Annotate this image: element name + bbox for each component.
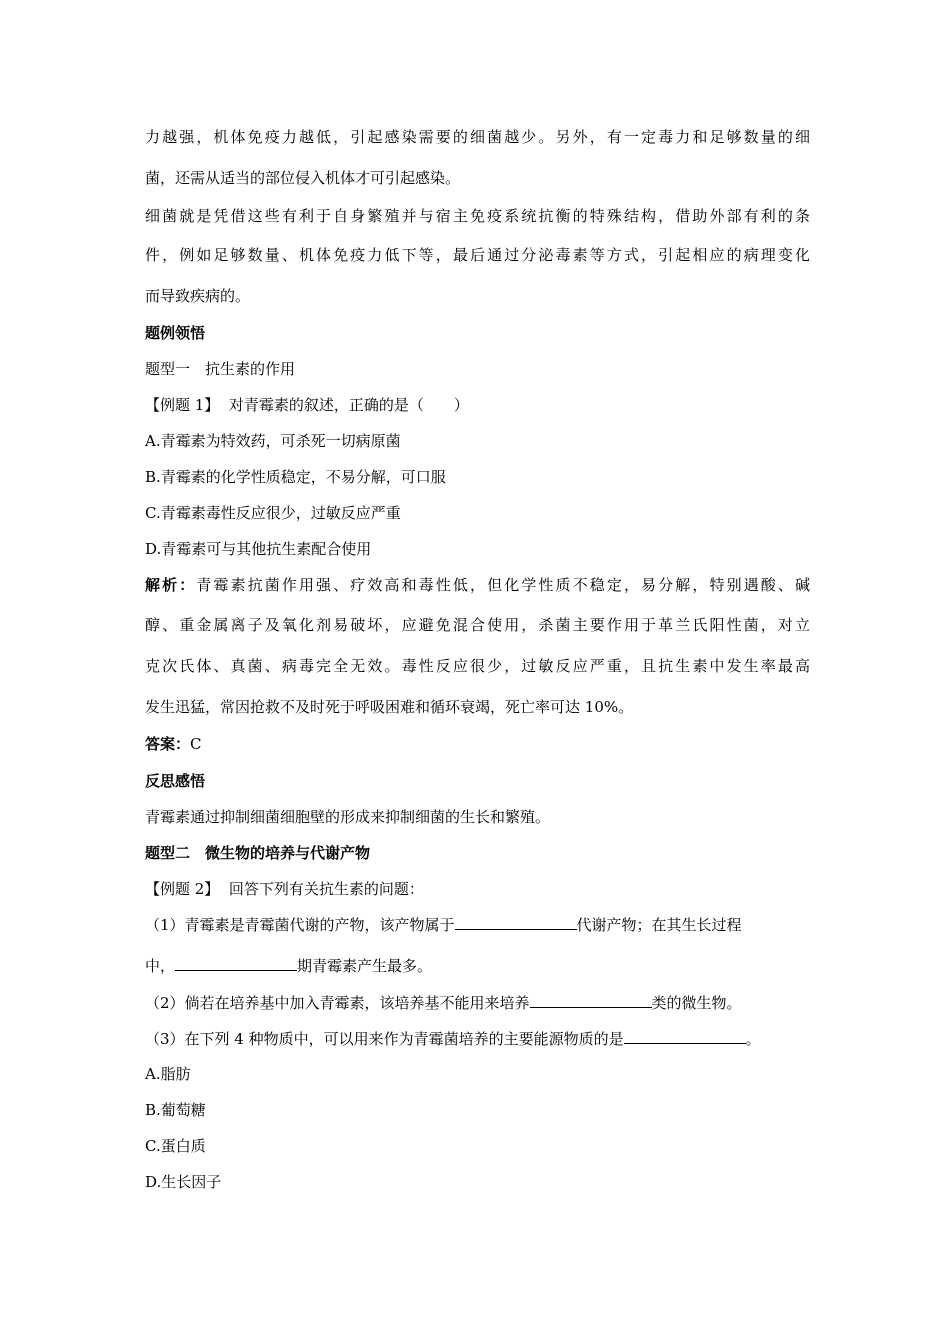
section-title: 题例领悟 (145, 324, 206, 342)
example-question (145, 879, 424, 899)
sub-question-2: （2）倘若在培养基中加入青霉素，该培养基不能用来培养 类的微生物。 (145, 994, 742, 1012)
option-b: B.青霉素的化学性质稳定，不易分解，可口服 (145, 468, 446, 486)
question-type-title: 题型二 微生物的培养与代谢产物 (145, 844, 371, 862)
analysis-label: 解析： (145, 576, 197, 594)
option-c: C.青霉素毒性反应很少，过敏反应严重 (145, 504, 401, 522)
analysis-line: 克次氏体、真菌、病毒完全无效。毒性反应很少，过敏反应严重，且抗生素中发生率最高 (145, 657, 810, 675)
answer-value: C (190, 735, 202, 753)
paragraph-line: 菌，还需从适当的部位侵入机体才可引起感染。 (145, 169, 461, 187)
example-tag: 【例题 2】 (145, 880, 220, 898)
option-b: B.葡萄糖 (145, 1101, 206, 1119)
analysis-line: 发生迅猛，常因抢救不及时死于呼吸困难和循环衰竭，死亡率可达 10%。 (145, 698, 634, 716)
option-a: A.脂肪 (145, 1065, 191, 1083)
sub-question-1-cont: 中， 期青霉素产生最多。 (145, 957, 433, 975)
reflection-title: 反思感悟 (145, 772, 206, 790)
example-tag: 【例题 1】 (145, 396, 220, 414)
answer-blank[interactable] (624, 1029, 746, 1044)
sub-question-1: （1）青霉素是青霉菌代谢的产物，该产物属于 代谢产物；在其生长过程 (145, 916, 742, 934)
answer-blank[interactable] (455, 915, 577, 930)
answer-line (145, 734, 202, 754)
answer-label: 答案： (145, 735, 191, 753)
answer-blank[interactable] (530, 993, 652, 1008)
analysis-line: 解析：青霉素抗菌作用强、疗效高和毒性低，但化学性质不稳定，易分解，特别遇酸、碱 (145, 576, 810, 594)
option-a: A.青霉素为特效药，可杀死一切病原菌 (145, 432, 401, 450)
option-d: D.青霉素可与其他抗生素配合使用 (145, 540, 372, 558)
question-type-title: 题型一 抗生素的作用 (145, 360, 296, 378)
paragraph-line: 而导致疾病的。 (145, 287, 251, 305)
analysis-line: 醇、重金属离子及氧化剂易破坏，应避免混合使用，杀菌主要作用于革兰氏阳性菌，对立 (145, 616, 810, 634)
question-text: 对青霉素的叙述，正确的是（ ） (228, 396, 469, 414)
paragraph-line: 力越强，机体免疫力越低，引起感染需要的细菌越少。另外，有一定毒力和足够数量的细 (145, 128, 810, 146)
option-d: D.生长因子 (145, 1173, 222, 1191)
example-question (145, 395, 469, 415)
option-c: C.蛋白质 (145, 1137, 206, 1155)
answer-blank[interactable] (175, 956, 297, 971)
paragraph-line: 细菌就是凭借这些有利于自身繁殖并与宿主免疫系统抗衡的特殊结构，借助外部有利的条 (145, 207, 810, 225)
sub-question-3: （3）在下列 4 种物质中，可以用来作为青霉菌培养的主要能源物质的是 。 (145, 1030, 761, 1048)
paragraph-line: 件，例如足够数量、机体免疫力低下等，最后通过分泌毒素等方式，引起相应的病理变化 (145, 246, 810, 264)
reflection-text: 青霉素通过抑制细菌细胞壁的形成来抑制细菌的生长和繁殖。 (145, 808, 551, 826)
question-text: 回答下列有关抗生素的问题： (228, 880, 424, 898)
